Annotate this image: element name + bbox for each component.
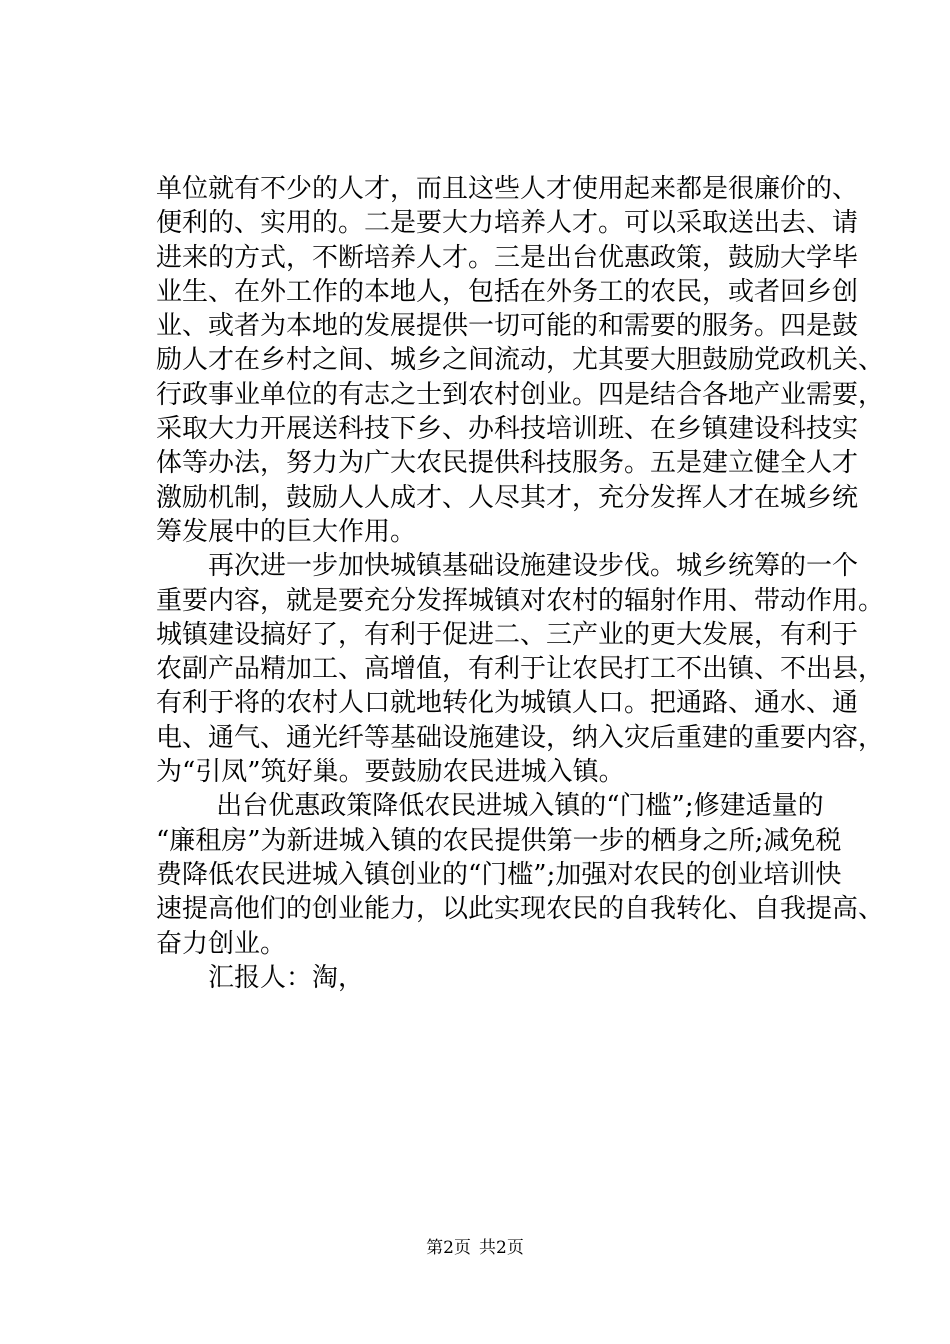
text-line: 单位就有不少的人才，而且这些人才使用起来都是很廉价的、 [156,174,859,204]
text-line: 重要内容，就是要充分发挥城镇对农村的辐射作用、带动作用。 [156,585,885,616]
text-line: 励人才在乡村之间、城乡之间流动，尤其要大胆鼓励党政机关、 [156,345,885,376]
text-line: 行政事业单位的有志之士到农村创业。四是结合各地产业需要， [156,379,885,410]
text-line: 农副产品精加工、高增值，有利于让农民打工不出镇、不出县， [156,654,885,685]
text-line: 电、通气、通光纤等基础设施建设，纳入灾后重建的重要内容， [156,722,885,753]
page-number: 第2页 [426,1238,471,1258]
text-line: 采取大力开展送科技下乡、办科技培训班、在乡镇建设科技实 [156,414,859,445]
text-line: 体等办法，努力为广大农民提供科技服务。五是建立健全人才 [156,448,859,479]
text-line: 为“引凤”筑好巢。要鼓励农民进城入镇。 [156,757,625,788]
text-line: 城镇建设搞好了，有利于促进二、三产业的更大发展，有利于 [156,619,859,650]
text-line: 业生、在外工作的本地人，包括在外务工的农民，或者回乡创 [156,276,859,307]
page-footer [0,1238,950,1258]
document-body [156,172,885,995]
text-line: 费降低农民进城入镇创业的“门槛”;加强对农民的创业培训快 [156,859,842,890]
text-line: 便利的、实用的。二是要大力培养人才。可以采取送出去、请 [156,208,859,239]
text-line: 汇报人：淘， [156,962,365,993]
text-line: 出台优惠政策降低农民进城入镇的“门槛”;修建适量的 [156,791,824,822]
text-line: 再次进一步加快城镇基础设施建设步伐。城乡统筹的一个 [156,551,859,582]
text-line: 激励机制，鼓励人人成才、人尽其才，充分发挥人才在城乡统 [156,482,859,513]
text-line: 速提高他们的创业能力，以此实现农民的自我转化、自我提高、 [156,894,885,925]
text-line: 业、或者为本地的发展提供一切可能的和需要的服务。四是鼓 [156,311,859,342]
text-line: “廉租房”为新进城入镇的农民提供第一步的栖身之所;减免税 [156,825,842,856]
page-total: 共2页 [479,1238,524,1258]
text-line: 筹发展中的巨大作用。 [156,516,417,547]
text-line: 进来的方式，不断培养人才。三是出台优惠政策，鼓励大学毕 [156,242,859,273]
text-line: 奋力创业。 [156,928,287,959]
text-line: 有利于将的农村人口就地转化为城镇人口。把通路、通水、通 [156,688,859,719]
